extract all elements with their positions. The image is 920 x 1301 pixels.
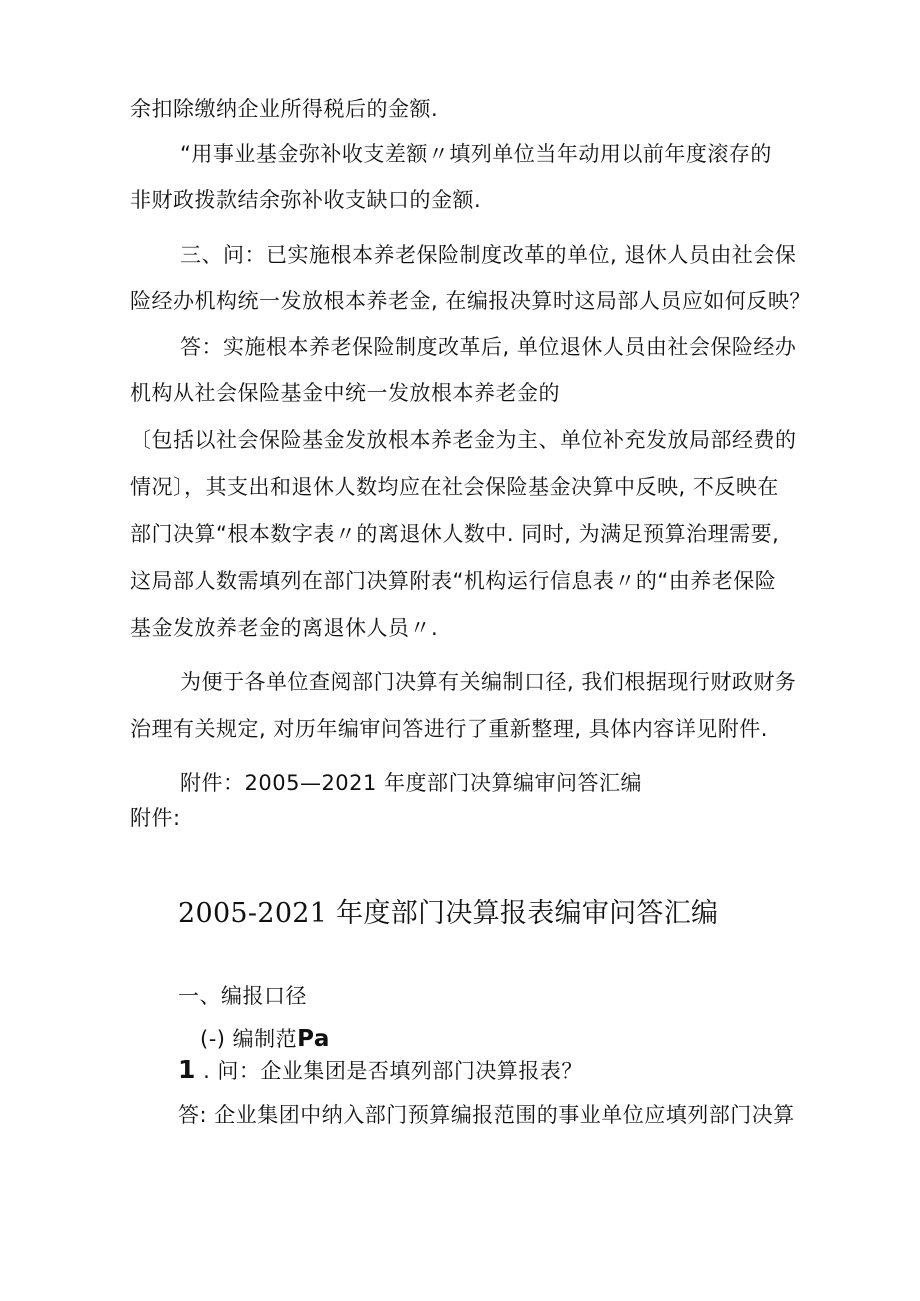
paragraph-line-6: 答：实施根本养老保险制度改革后, 单位退休人员由社会保险经办 <box>180 335 797 359</box>
paragraph-line-5: 险经办机构统一发放根本养老金, 在编报决算时这局部人员应如何反映？ <box>130 289 811 313</box>
question-line <box>178 1055 583 1086</box>
paragraph-line-13: 为便于各单位查阅部门决算有关编制口径, 我们根据现行财政财务 <box>180 670 797 694</box>
paragraph-line-3: 非财政拨款结余弥补收支缺口的金额. <box>130 188 482 212</box>
answer-line: 答: 企业集团中纳入部门预算编报范围的事业单位应填列部门决算 <box>178 1103 795 1127</box>
paragraph-line-10: 部门决算“根本数字表〃的离退休人数中. 同时, 为满足预算治理需要, <box>130 522 780 546</box>
paragraph-line-2: “用事业基金弥补收支差额〃填列单位当年动用以前年度滚存的 <box>180 142 772 166</box>
paragraph-line-8: 〔包括以社会保险基金发放根本养老金为主、单位补充发放局部经费的 <box>130 428 797 452</box>
question-number: 1 <box>178 1055 196 1084</box>
document-title: 2005-2021 年度部门决算报表编审问答汇编 <box>178 898 719 929</box>
question-text: . 问：企业集团是否填列部门决算报表？ <box>195 1059 583 1083</box>
subsection-heading <box>200 1024 330 1054</box>
paragraph-line-7: 机构从社会保险基金中统一发放根本养老金的 <box>130 381 560 405</box>
paragraph-line-11: 这局部人数需填列在部门决算附表“机构运行信息表〃的“由养老保险 <box>130 569 777 593</box>
paragraph-line-1: 余扣除缴纳企业所得税后的金额. <box>130 97 439 121</box>
subsection-prefix: (-) 编制范 <box>200 1027 298 1051</box>
paragraph-line-9: 情况〕，其支出和退休人数均应在社会保险基金决算中反映, 不反映在 <box>130 475 779 499</box>
section-heading: 一、编报口径 <box>178 984 307 1008</box>
paragraph-line-12: 基金发放养老金的离退休人员〃. <box>130 616 439 640</box>
paragraph-line-4: 三、问：已实施根本养老保险制度改革的单位, 退休人员由社会保 <box>180 243 797 267</box>
attachment-line: 附件：2005—2021 年度部门决算编审问答汇编 <box>180 771 643 795</box>
paragraph-line-14: 治理有关规定, 对历年编审问答进行了重新整理, 具体内容详见附件. <box>130 717 768 741</box>
attachment-label: 附件: <box>130 806 181 830</box>
subsection-suffix: Pa <box>297 1026 330 1052</box>
